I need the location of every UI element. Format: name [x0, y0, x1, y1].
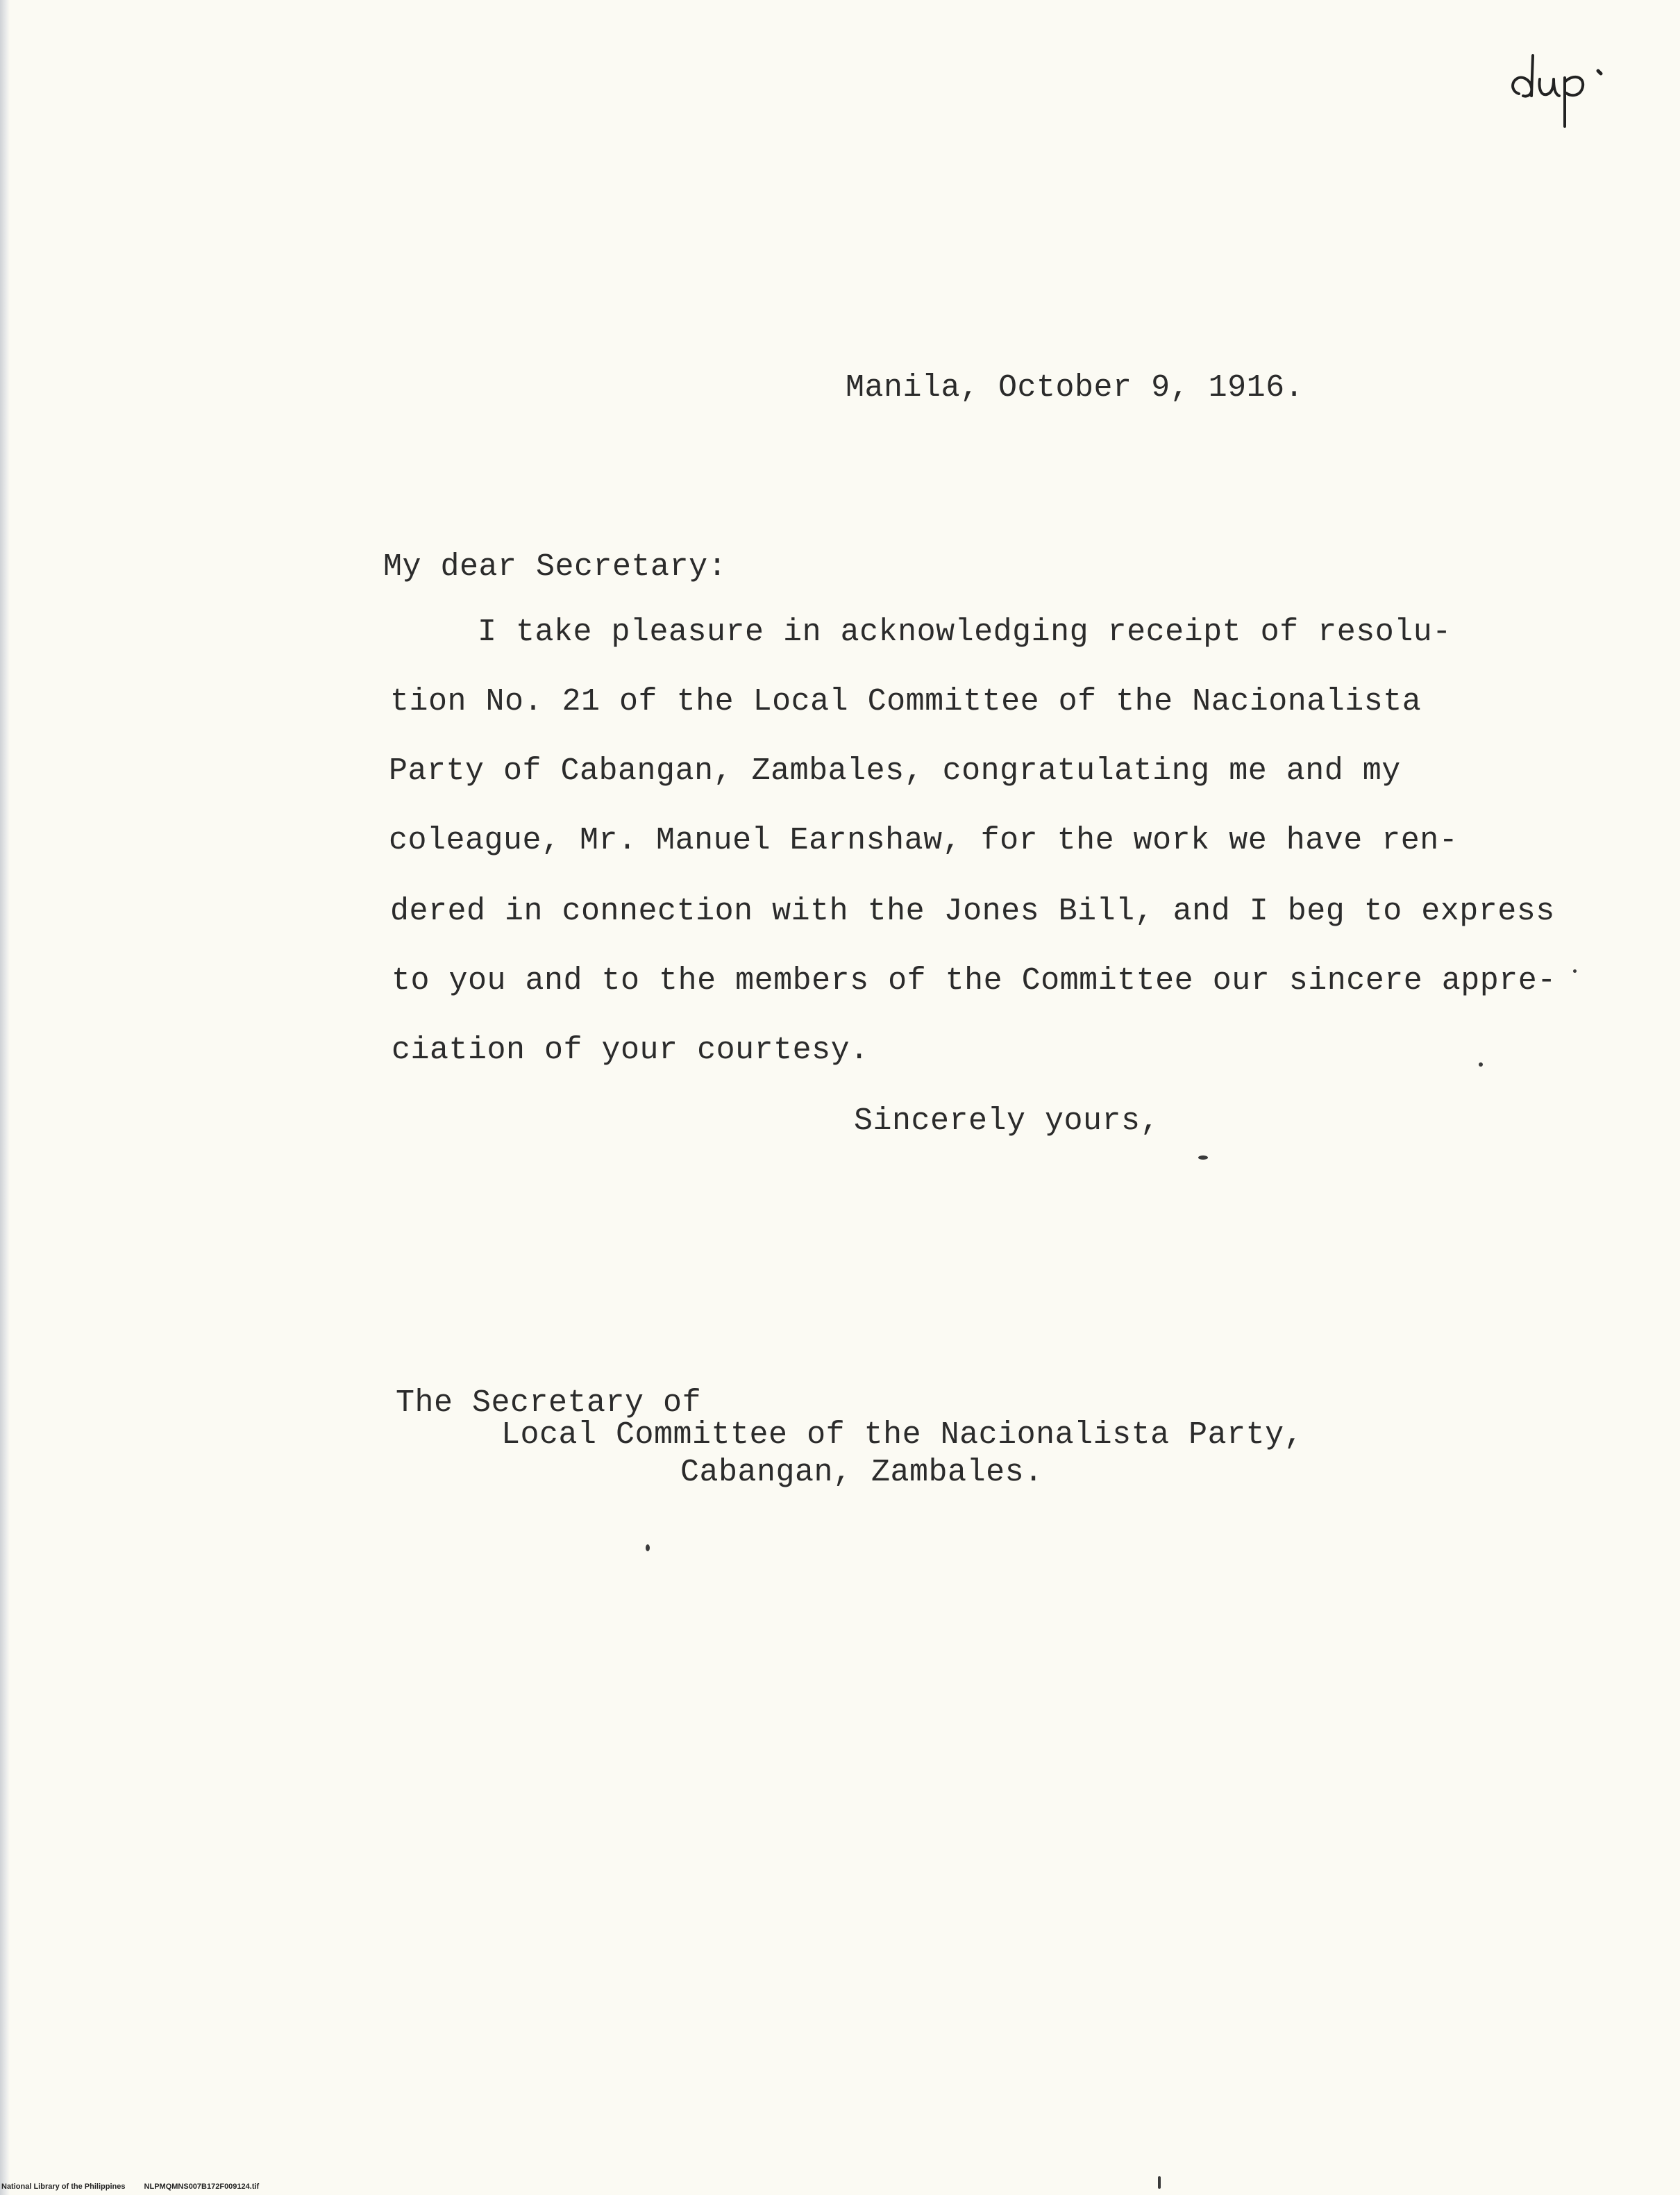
scan-speck	[1198, 1155, 1208, 1160]
archive-name: National Library of the Philippines	[1, 2183, 126, 2191]
body-line: I take pleasure in acknowledging receipt of resolu-	[478, 615, 1452, 650]
handwritten-annotation	[1506, 28, 1618, 132]
address-line: Local Committee of the Nacionalista Party,	[501, 1417, 1304, 1453]
body-line: coleague, Mr. Manuel Earnshaw, for the work we have ren-	[389, 823, 1459, 858]
letter-salutation: My dear Secretary:	[383, 549, 728, 585]
archive-caption	[1, 2183, 276, 2191]
body-line: ciation of your courtesy.	[392, 1033, 869, 1068]
letter-closing: Sincerely yours,	[854, 1103, 1160, 1139]
archive-filename: NLPMQMNS007B172F009124.tif	[144, 2183, 260, 2191]
scan-speck	[1573, 969, 1577, 973]
address-line: The Secretary of	[396, 1385, 702, 1421]
body-line: Party of Cabangan, Zambales, congratulating me and my	[389, 753, 1401, 789]
body-line: to you and to the members of the Committee our sincere appre-	[392, 963, 1556, 999]
scan-speck	[1158, 2176, 1161, 2189]
body-line: dered in connection with the Jones Bill, and I beg to express	[390, 894, 1555, 929]
scan-speck	[1479, 1062, 1483, 1067]
letter-date: Manila, October 9, 1916.	[846, 370, 1304, 406]
body-line: tion No. 21 of the Local Committee of the Nacionalista	[390, 684, 1422, 719]
scan-speck	[646, 1544, 650, 1551]
address-line: Cabangan, Zambales.	[680, 1455, 1043, 1490]
scan-edge	[0, 0, 10, 2195]
